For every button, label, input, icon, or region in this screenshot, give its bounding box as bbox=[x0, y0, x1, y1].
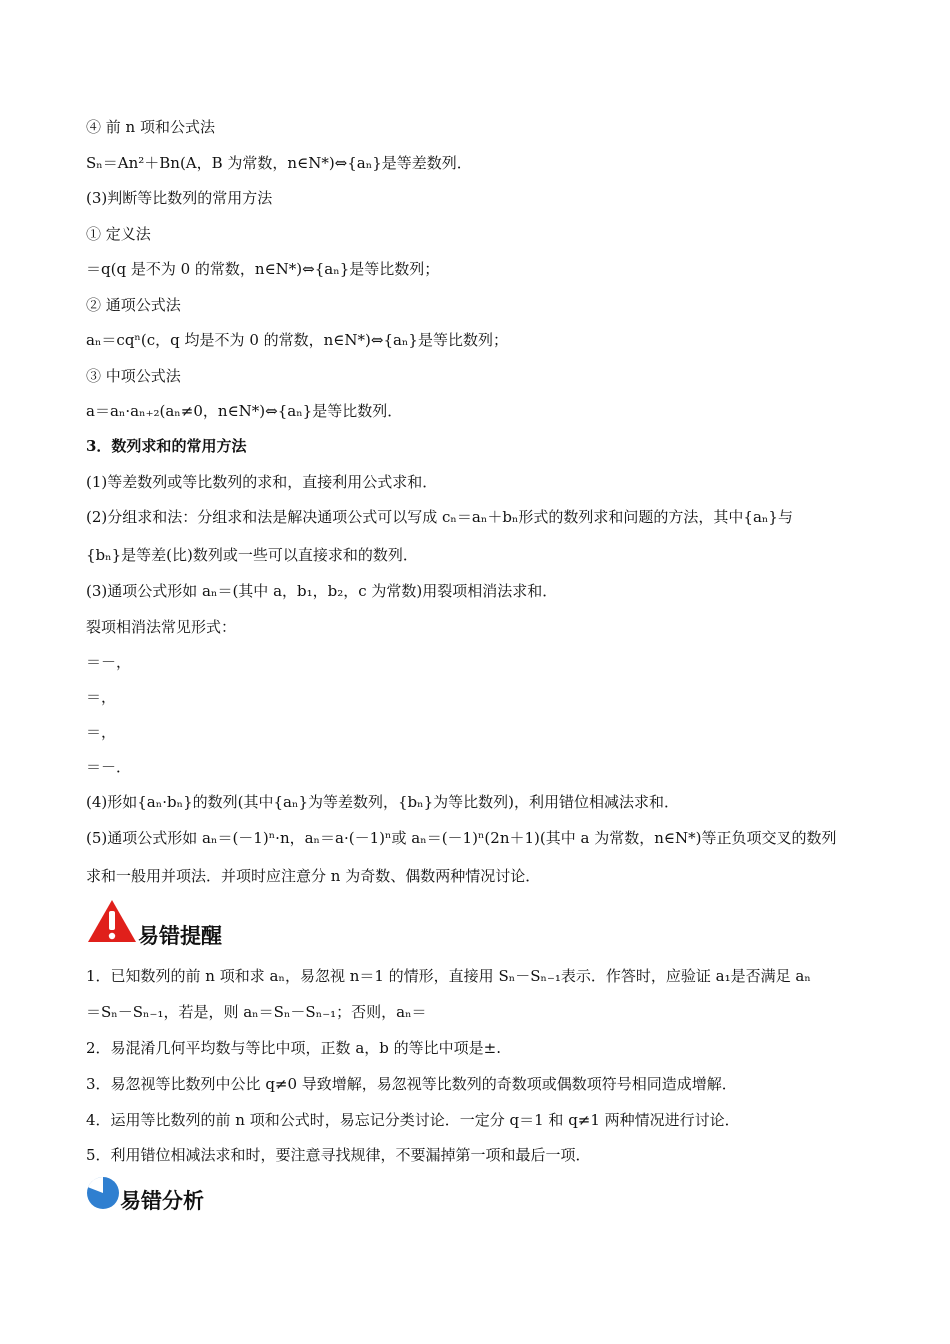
text-line: 3．易忽视等比数列中公比 q≠0 导致增解，易忽视等比数列的奇数项或偶数项符号相同造成增解． bbox=[86, 1075, 737, 1093]
text-line: (4)形如{aₙ·bₙ}的数列(其中{aₙ}为等差数列，{bₙ}为等比数列)，利用错位相减法求和． bbox=[86, 793, 680, 811]
text-line: ＝q(q 是不为 0 的常数，n∈N*)⇔{aₙ}是等比数列； bbox=[86, 260, 440, 278]
text-line: ＝－， bbox=[86, 653, 132, 671]
text-line: ＝－． bbox=[86, 758, 132, 776]
text-line: 2．易混淆几何平均数与等比中项，正数 a，b 的等比中项是±. bbox=[86, 1039, 501, 1057]
section-title: 3．数列求和的常用方法 bbox=[86, 437, 247, 455]
text-line: 4．运用等比数列的前 n 项和公式时，易忘记分类讨论．一定分 q＝1 和 q≠1 两种情况进行讨论． bbox=[86, 1111, 740, 1129]
text-line: ② 通项公式法 bbox=[86, 296, 181, 314]
text-line: (3)判断等比数列的常用方法 bbox=[86, 189, 273, 207]
pie-chart-icon bbox=[86, 1176, 120, 1210]
text-line: 5．利用错位相减法求和时，要注意寻找规律，不要漏掉第一项和最后一项． bbox=[86, 1146, 591, 1164]
text-line: ④ 前 n 项和公式法 bbox=[86, 118, 215, 136]
text-line: Sₙ＝An²＋Bn(A，B 为常数，n∈N*)⇔{aₙ}是等差数列． bbox=[86, 154, 472, 172]
text-line: 求和一般用并项法．并项时应注意分 n 为奇数、偶数两种情况讨论． bbox=[86, 867, 541, 885]
text-line: aₙ＝cqⁿ(c，q 均是不为 0 的常数，n∈N*)⇔{aₙ}是等比数列； bbox=[86, 331, 508, 349]
text-line: ＝Sₙ－Sₙ₋₁，若是，则 aₙ＝Sₙ－Sₙ₋₁；否则，aₙ＝ bbox=[86, 1003, 427, 1021]
text-line: ① 定义法 bbox=[86, 225, 151, 243]
text-line: {bₙ}是等差(比)数列或一些可以直接求和的数列． bbox=[86, 546, 418, 564]
heading-analysis: 易错分析 bbox=[120, 1189, 204, 1213]
text-line: (1)等差数列或等比数列的求和，直接利用公式求和． bbox=[86, 473, 438, 491]
heading-errors: 易错提醒 bbox=[138, 924, 222, 948]
text-line: ＝， bbox=[86, 723, 117, 741]
text-line: (2)分组求和法：分组求和法是解决通项公式可以写成 cₙ＝aₙ＋bₙ形式的数列求和问题的方法，其中{aₙ}与 bbox=[86, 508, 793, 526]
text-line: ③ 中项公式法 bbox=[86, 367, 181, 385]
text-line: 1．已知数列的前 n 项和求 aₙ，易忽视 n＝1 的情形，直接用 Sₙ－Sₙ₋₁表示．作答时，应验证 a₁是否满足 aₙ bbox=[86, 967, 811, 985]
text-line: 裂项相消法常见形式： bbox=[86, 618, 237, 636]
text-line: ＝， bbox=[86, 688, 117, 706]
text-line: (3)通项公式形如 aₙ＝(其中 a，b₁，b₂，c 为常数)用裂项相消法求和． bbox=[86, 582, 558, 600]
text-line: a＝aₙ·aₙ₊₂(aₙ≠0，n∈N*)⇔{aₙ}是等比数列． bbox=[86, 402, 403, 420]
text-line: (5)通项公式形如 aₙ＝(－1)ⁿ·n，aₙ＝a·(－1)ⁿ或 aₙ＝(－1)ⁿ(2n＋1)(其中 a 为常数，n∈N*)等正负项交叉的数列 bbox=[86, 829, 837, 847]
warning-icon bbox=[86, 898, 138, 944]
